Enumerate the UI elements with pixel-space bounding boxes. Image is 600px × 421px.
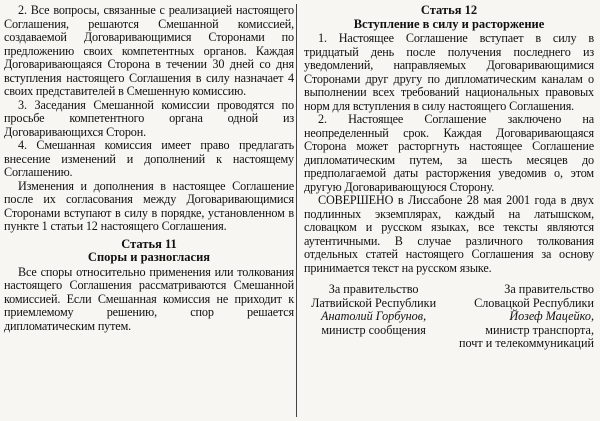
paragraph-done-in-lisbon: СОВЕРШЕНО в Лиссабоне 28 мая 2001 года в двух подлинных экземплярах, каждый на латышском, словацком и русском языках, все тексты являются аутентичными. В случае различного толкования отдельных статей настоящего Соглашения за основу принимается текст на русском языке.: [304, 193, 594, 275]
signature-latvia-line2: Латвийской Республики: [311, 295, 437, 310]
column-divider: [296, 4, 297, 417]
signatures-block: [304, 283, 594, 351]
signature-slovakia-position: министр транспорта,: [485, 322, 594, 337]
signature-slovakia-name: Йозеф Мацейко,: [509, 309, 594, 323]
signature-slovakia-line2: Словацкой Республики: [474, 295, 594, 310]
signature-latvia: [304, 283, 443, 351]
paragraph-entry-into-force: 1. Настоящее Соглашение вступает в силу в тридцатый день после получения последнего из уведомлений, направляемых Договаривающимися Сторонами друг другу по дипломатическим каналам о выполнении всех требований национальных правовых норм для вступления в силу настоящего Соглашения.: [304, 31, 594, 113]
paragraph-commission: 2. Все вопросы, связанные с реализацией настоящего Соглашения, решаются Смешанной комиссией, создаваемой Договаривающимися Сторонами по предложению своих компетентных органов. Каждая Договаривающаяся Сторона в течении 30 дней со дня вступления настоящего Соглашения в силу назначает 4 своих представителей в Смешенную комиссию.: [4, 3, 294, 98]
signature-slovakia-position2: почт и телекоммуникаций: [458, 336, 594, 350]
paragraph-3: 3. Заседания Смешанной комиссии проводятся по просьбе компетентного органа одной из Договаривающихся Сторон.: [4, 97, 294, 139]
signature-slovakia: [455, 283, 594, 351]
paragraph-disputes: Все споры относительно применения или толкования настоящего Соглашения рассматриваются Смешанной комиссией. Если Смешанная комиссия не приходит к приемлемому решению, спор решается дипломатическим путем.: [4, 264, 294, 333]
article-11-title: Статья 11: [121, 236, 177, 251]
article-12-title: Статья 12: [420, 3, 478, 17]
article-12-subtitle: Вступление в силу и расторжение: [353, 16, 545, 31]
article-11-subtitle: Споры и разногласия: [87, 250, 211, 264]
paragraph-termination: 2. Настоящее Соглашение заключено на неопределенный срок. Каждая Договаривающаяся Сторона может расторгнуть настоящее Соглашение дипломатическим путем, за шесть месяцев до предполагаемой даты расторжения уведомив о, этом другую Договаривающуюся Сторону.: [304, 112, 594, 194]
left-column: [4, 4, 294, 333]
signature-latvia-name: Анатолий Горбунов,: [321, 309, 427, 323]
signature-latvia-position: министр сообщения: [321, 322, 426, 337]
right-column: [304, 4, 594, 351]
paragraph-changes: Изменения и дополнения в настоящее Соглашение после их согласования между Договаривающимися Сторонами вступают в силу в порядке, установленном в пункте 1 статьи 12 настоящего Соглашения.: [4, 178, 294, 233]
signature-slovakia-line1: За правительство: [504, 282, 594, 296]
signature-latvia-line1: За правительство: [328, 282, 419, 296]
paragraph-4: 4. Смешанная комиссия имеет право предлагать внесение изменений и дополнений к настоящему Соглашению.: [4, 138, 294, 179]
